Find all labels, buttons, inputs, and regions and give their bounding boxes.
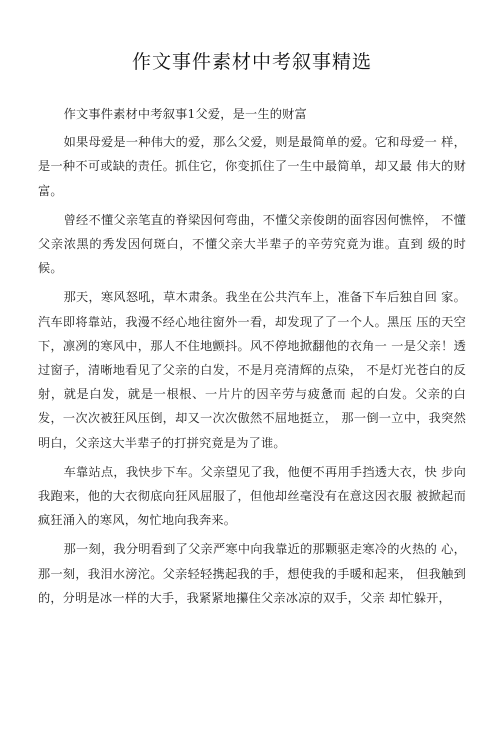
- paragraph-5: 那一刻，我分明看到了父亲严寒中向我靠近的那颗驱走寒冷的火热的 心，那一刻，我泪水滂沱。父亲轻轻携起我的手，想使我的手暖和起来， 但我触到的，分明是冰一样的大手，我紧紧地攥住父亲冰凉的双手，父亲 却忙躲开，: [38, 542, 466, 605]
- paragraph-1: 如果母爱是一种伟大的爱，那么父爱，则是最简单的爱。它和母爱一 样，是一种不可或缺的责任。抓住它，你变抓住了一生中最简单，却又最 伟大的财富。: [38, 135, 466, 198]
- paragraph-3: 那天，寒风怒吼，草木肃条。我坐在公共汽车上，准备下车后独自回 家。汽车即将靠站，我漫不经心地往窗外一看，却发现了了一个人。黑压 压的天空下，凛冽的寒风中，那人不住地颤抖。风不停地掀翻他的衣角一 一是父亲！透过窗子，清晰地看见了父亲的白发，不是月亮清辉的点染， 不是灯光苍白的反射，就是白发，就是一根根、一片片的因辛劳与疲惫而 起的白发。父亲的白发，一次次被狂风压倒，却又一次次傲然不屈地挺立， 那一倒一立中，我突然明白，父亲这大半辈子的打拼究竟是为了谁。: [38, 290, 466, 450]
- paragraph-4: 车靠站点，我快步下车。父亲望见了我，他便不再用手挡透大衣，快 步向我跑来，他的大衣彻底向狂风屈服了，但他却丝毫没有在意这因衣服 被掀起而疯狂涌入的寒风，匆忙地向我奔来。: [38, 464, 466, 528]
- paragraph-2: 曾经不懂父亲笔直的脊梁因何弯曲，不懂父亲俊朗的面容因何憔悴， 不懂父亲浓黑的秀发因何斑白，不懂父亲大半辈子的辛劳究竟为谁。直到 级的时候。: [38, 212, 466, 276]
- document-title: 作文事件素材中考叙事精选: [131, 51, 372, 73]
- article-heading: 作文事件素材中考叙事1父爱，是一生的财富: [63, 107, 307, 121]
